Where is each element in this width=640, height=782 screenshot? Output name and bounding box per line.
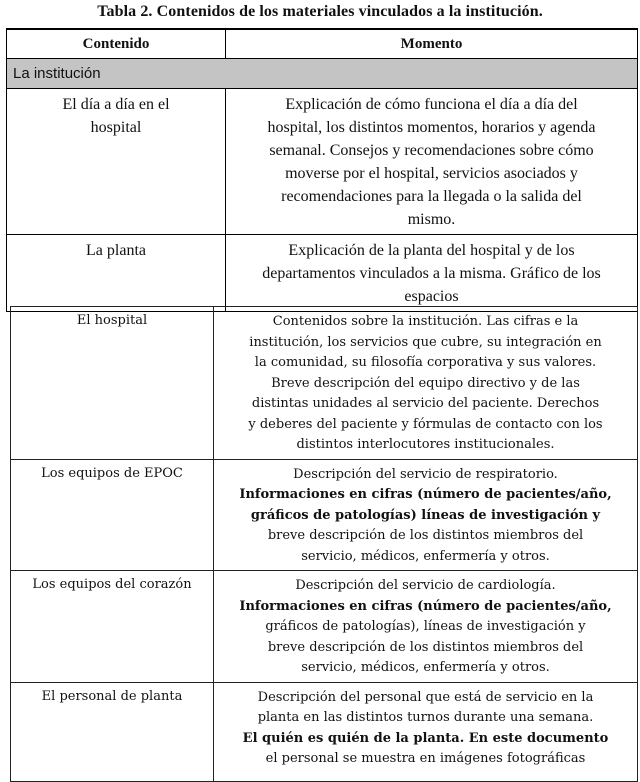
cell-contenido [7, 235, 226, 312]
text-line: gráficos de patologías) líneas de investigación y [250, 507, 601, 523]
cell-momento [214, 571, 638, 683]
text-line: distintos interlocutores institucionales. [296, 437, 555, 452]
text-line: El quién es quién de la planta. En este documento [242, 730, 609, 746]
text-line: y deberes del paciente y fórmulas de contacto con los [248, 416, 603, 432]
table-caption: Tabla 2. Contenidos de los materiales vinculados a la institución. [97, 3, 543, 20]
text-line: Informaciones en cifras (número de pacientes/año, [239, 487, 612, 502]
text-line: el personal se muestra en imágenes fotográficas [265, 751, 586, 766]
cell-contenido [11, 682, 214, 781]
table-lower [10, 306, 638, 782]
table-row [11, 307, 638, 460]
text-line: Breve descripción del equipo directivo y de las [271, 375, 580, 391]
cell-momento [226, 89, 638, 235]
text-line: Contenidos sobre la institución. Las cifras e la [272, 314, 579, 329]
header-momento: Momento [226, 29, 638, 59]
table-row [7, 89, 638, 235]
section-label: La institución [7, 59, 638, 89]
text-line: Descripción del servicio de respiratorio. [293, 466, 558, 482]
text-line: La planta [86, 242, 146, 259]
text-line: moverse por el hospital, servicios asociados y [285, 165, 578, 182]
text-line: hospital [90, 119, 142, 136]
cell-momento [214, 307, 638, 460]
text-line: gráficos de patologías), líneas de investigación y [265, 619, 586, 634]
text-line: institución, los servicios que cubre, su integración en [249, 334, 602, 350]
section-row [7, 59, 638, 89]
header-row [7, 29, 638, 59]
text-line: la comunidad, su filosofía corporativa y sus valores. [254, 355, 597, 370]
cell-contenido [11, 459, 214, 571]
cell-momento [226, 235, 638, 312]
text-line: hospital, los distintos momentos, horarios y agenda [267, 119, 596, 136]
text-line: El día a día en el [62, 96, 170, 113]
text-line: El personal de planta [41, 688, 183, 704]
table-row [7, 235, 638, 312]
text-line: espacios [404, 288, 459, 305]
cell-momento [214, 459, 638, 571]
text-line: servicio, médicos, enfermería y otros. [301, 548, 550, 564]
text-line: servicio, médicos, enfermería y otros. [301, 660, 550, 675]
text-line: planta en las distintos turnos durante una semana. [257, 710, 594, 725]
table-row [11, 571, 638, 683]
text-line: breve descripción de los distintos miembros del [267, 639, 584, 655]
text-line: Informaciones en cifras (número de pacientes/año, [239, 598, 612, 614]
text-line: mismo. [407, 211, 456, 228]
table-row [11, 459, 638, 571]
cell-momento [214, 682, 638, 781]
table-row [11, 682, 638, 781]
text-line: Descripción del servicio de cardiología. [295, 578, 556, 593]
text-line: Explicación de la planta del hospital y de los [288, 242, 575, 259]
text-line: Explicación de cómo funciona el día a día del [285, 96, 578, 113]
header-contenido: Contenido [7, 29, 226, 59]
text-line: Los equipos del corazón [32, 577, 192, 592]
cell-contenido [11, 307, 214, 460]
text-line: distintas unidades al servicio del paciente. Derechos [251, 396, 600, 411]
table-upper [6, 28, 638, 312]
cell-contenido [7, 89, 226, 235]
text-line: departamentos vinculados a la misma. Gráfico de los [262, 265, 601, 282]
text-line: semanal. Consejos y recomendaciones sobre cómo [269, 142, 594, 159]
text-line: breve descripción de los distintos miembros del [267, 528, 584, 543]
cell-contenido [11, 571, 214, 683]
text-line: El hospital [76, 313, 148, 328]
text-line: Los equipos de EPOC [41, 465, 183, 481]
text-line: recomendaciones para la llegada o la salida del [281, 188, 582, 205]
text-line: Descripción del personal que está de servicio en la [257, 689, 594, 705]
